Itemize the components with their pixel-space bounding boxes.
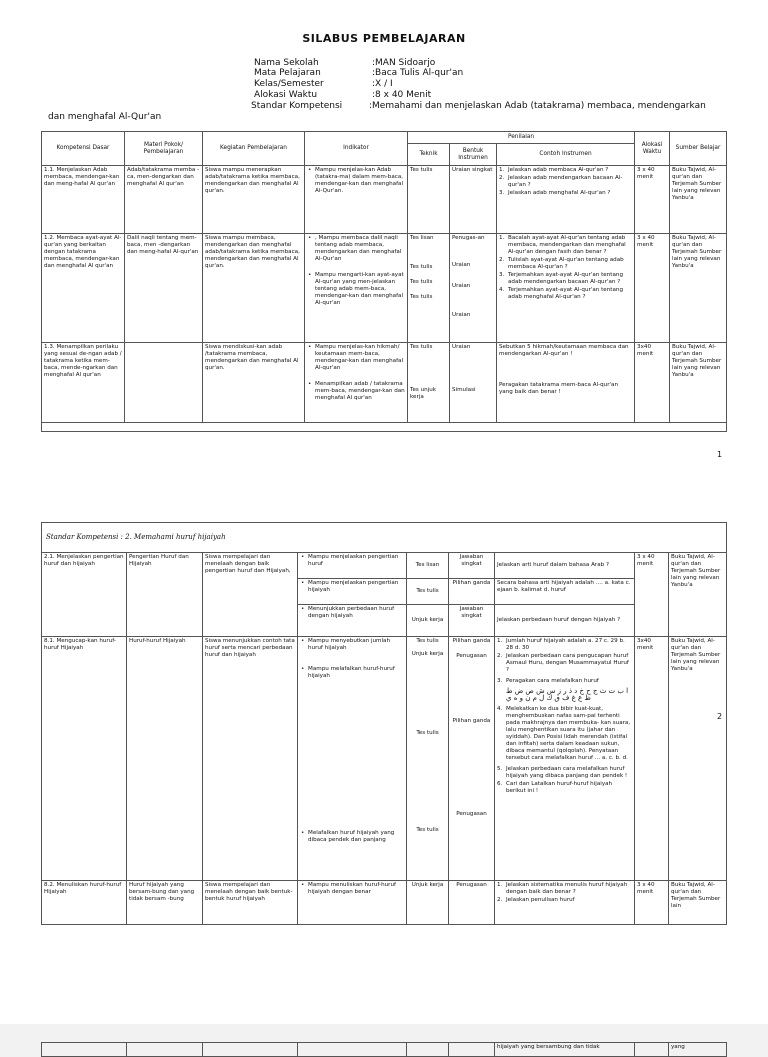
sumber-cell: Buku Tajwid, Al-qur'an dan Terjemah Sumber lain yang relevan Yanbu'a — [669, 637, 727, 881]
bentuk-item: Uraian — [452, 283, 471, 289]
contoh-item: Jelaskan adab menghafal Al-qur'an ? — [508, 190, 611, 196]
page-number: 2 — [717, 712, 723, 721]
indikator-item: • Mampu melafalkan huruf-huruf hijaiyah — [308, 666, 404, 680]
kegiatan-cell: Siswa mampu membaca, mendengarkan dan menghafal adab/tatakrama ketika membaca, mendengarkan dan menghafal Al qur'an. — [203, 234, 305, 343]
bentuk-cell — [449, 1043, 495, 1057]
sumber-cell: yang — [669, 1043, 727, 1057]
kd-cell: 1.1. Menjelaskan Adab membaca, mendengar-kan dan meng-hafal Al qur'an — [42, 166, 125, 234]
materi-cell: Pengertian Huruf dan Hijaiyah — [127, 553, 203, 637]
kegiatan-cell: Siswa mendiskusi-kan adab /tatakrama membaca, mendengarkan dan menghafal Al qur'an. — [203, 343, 305, 423]
meta-value: Baca Tulis Al-qur'an — [375, 68, 464, 78]
contoh-cell: Jelaskan perbedaan huruf dengan hijaiyah ? — [495, 605, 635, 637]
teknik-item: Tes tulis — [410, 279, 433, 285]
contoh-cell: Jelaskan arti huruf dalam bahasa Arab ? — [495, 553, 635, 579]
meta-value: 8 x 40 Menit — [375, 90, 432, 100]
contoh-cell — [495, 881, 635, 925]
indikator-cell — [305, 343, 408, 423]
contoh-item: Sebutkan 5 hikmah/keutamaan membaca dan mendengarkan Al-qur'an ! — [499, 344, 629, 357]
header-contoh-instrumen: Contoh Instrumen — [497, 144, 635, 166]
teknik-item: Tes tulis — [410, 167, 433, 173]
contoh-item: Cari dan Latalkan huruf-huruf hijaiyah berikut ini ! — [506, 781, 613, 794]
teknik-item: Unjuk kerja — [411, 651, 444, 657]
materi-cell: Huruf hijaiyah yang bersam-bung dan yang tidak bersam -bung — [127, 881, 203, 925]
arabic-letters: ا ب ت ث ج ح خ د ذ ر ز س ش ص ض ط ظ ع غ ف ق ك ل م ن و ه ي — [506, 687, 629, 702]
sumber-cell: Buku Tajwid, Al-qur'an dan Terjemah Sumber lain — [669, 881, 727, 925]
indikator-cell — [298, 605, 407, 637]
indikator-item: • Melafalkan huruf hijaiyah yang dibaca pendek dan panjang — [308, 830, 404, 844]
sumber-cell: Buku Tajwid, Al-qur'an dan Terjemah Sumber lain yang relevan Yanbu'a — [669, 553, 727, 637]
teknik-item: Tes tulis — [410, 294, 433, 300]
bentuk-item: Penugas-an — [452, 235, 485, 241]
alokasi-cell: 3 x 40 menit — [635, 166, 670, 234]
materi-cell — [127, 1043, 203, 1057]
bentuk-cell — [449, 881, 495, 925]
bentuk-item: Uraian singkat — [452, 167, 493, 173]
bentuk-item: Uraian — [452, 262, 471, 268]
contoh-item: Peragakan tatakrama mem-baca Al-qur'an yang baik dan benar ! — [499, 382, 619, 395]
meta-label: Nama Sekolah — [254, 58, 319, 68]
contoh-item: Jumlah huruf hijaiyah adalah a. 27 c. 29 b. 28 d. 30 — [506, 638, 625, 651]
bentuk-cell — [450, 234, 497, 343]
meta-value: X / I — [375, 79, 393, 89]
indikator-item: • Mampu menjelaskan pengertian huruf — [308, 554, 404, 568]
contoh-cell — [497, 234, 635, 343]
materi-cell — [125, 343, 203, 423]
kd-cell: 8.2. Menuliskan huruf-huruf Hijaiyah — [42, 881, 127, 925]
indikator-item: • Mampu menjelas-kan hikmah/ keutamaan mem-baca, mendengar-kan dan menghafal Al-qur'an — [315, 344, 405, 372]
indikator-item: • Menampilkan adab / tatakrama mem-baca, mendengar-kan dan menghafal Al qur'an — [315, 381, 405, 402]
teknik-cell: Tes lisan — [407, 553, 449, 579]
contoh-item: Jelaskan penulisan huruf — [506, 897, 575, 903]
bentuk-item: Uraian — [452, 312, 471, 318]
bentuk-cell — [450, 166, 497, 234]
table-row — [42, 343, 727, 423]
syllabus-table-1 — [41, 131, 727, 432]
sumber-cell: Buku Tajwid, Al-qur'an dan Terjemah Sumber lain yang relevan Yanbu'a — [670, 234, 727, 343]
page-gap — [0, 478, 768, 500]
teknik-cell: Unjuk kerja — [407, 605, 449, 637]
indikator-item: • Mampu menuliskan huruf-huruf hijaiyah dengan benar — [308, 882, 404, 896]
meta-label: Alokasi Waktu — [254, 90, 318, 100]
teknik-item: Tes tulis — [410, 264, 433, 270]
header-bentuk-instrumen: Bentuk Instrumen — [450, 144, 497, 166]
table-row — [42, 1043, 727, 1057]
page-2 — [0, 500, 768, 1050]
bentuk-item: Simulasi — [452, 387, 476, 393]
teknik-item: Tes lisan — [410, 235, 434, 241]
indikator-cell — [298, 881, 407, 925]
contoh-item: Jelaskan perbedaan cara pengucapan huruf Asmaul Huru, dengan Musammayatul Huruf ? — [506, 653, 629, 673]
meta-label: Mata Pelajaran — [254, 68, 321, 78]
meta-label: Kelas/Semester — [254, 79, 324, 89]
indikator-cell — [298, 553, 407, 579]
bentuk-cell: Jawaban singkat — [449, 605, 495, 637]
indikator-cell — [298, 1043, 407, 1057]
indikator-cell — [305, 166, 408, 234]
syllabus-table-3-fragment — [41, 1042, 727, 1057]
header-penilaian: Penilaian — [408, 132, 635, 144]
bentuk-item: Penugasan — [456, 653, 487, 659]
page-1 — [0, 0, 768, 478]
teknik-item: Tes tulis — [416, 730, 439, 736]
contoh-item: Terjemahkan ayat-ayat Al-qur'an tentang adab mendengarkan bacaan Al-qur'an ? — [508, 272, 624, 285]
teknik-cell — [407, 637, 449, 881]
bentuk-cell — [449, 637, 495, 881]
bentuk-item: Pilihan ganda — [452, 718, 491, 724]
kegiatan-cell — [203, 1043, 298, 1057]
header-kompetensi-dasar: Kompetensi Dasar — [42, 132, 125, 166]
meta-alokasi-waktu — [254, 90, 431, 101]
teknik-cell — [407, 881, 449, 925]
empty-cell — [42, 423, 727, 432]
bentuk-cell: Jawaban singkat — [449, 553, 495, 579]
table-row — [42, 234, 727, 343]
contoh-item: Jelaskan perbedaan cara melafalkan huruf hijaiyah yang dibaca panjang dan pendek ! — [506, 766, 628, 779]
meta-label: Standar Kompetensi — [251, 101, 343, 111]
header-indikator: Indikator — [305, 132, 408, 166]
table-row — [42, 166, 727, 234]
teknik-item: Tes tulis — [416, 638, 439, 644]
contoh-cell: Secara bahasa arti hijaiyah adalah .... a. kata c. ejaan b. kalimat d. huruf — [495, 579, 635, 605]
document-title: SILABUS PEMBELAJARAN — [302, 32, 466, 45]
indikator-cell — [298, 637, 407, 881]
header-sumber-belajar: Sumber Belajar — [670, 132, 727, 166]
kegiatan-cell: Siswa mempelajari dan menelaah dengan baik bentuk-bentuk huruf hijaiyah — [203, 881, 298, 925]
syllabus-table-2 — [41, 522, 727, 925]
teknik-cell — [408, 166, 450, 234]
teknik-item: Unjuk kerja — [411, 882, 444, 888]
teknik-item: Tes unjuk kerja — [410, 387, 437, 400]
materi-cell: Adab/tatakrama memba -ca, men-dengarkan dan menghafal Al qur'an — [125, 166, 203, 234]
kd-cell: 8.1. Mengucap-kan huruf-huruf Hijaiyah — [42, 637, 127, 881]
indikator-item: • Mampu menjelaskan pengertian hijaiyah — [308, 580, 404, 594]
indikator-cell — [298, 579, 407, 605]
sumber-cell: Buku Tajwid, Al-qur'an dan Terjemah Sumber lain yang relevan Yanbu'a — [670, 343, 727, 423]
kd-cell — [42, 1043, 127, 1057]
teknik-item: Tes tulis — [416, 827, 439, 833]
meta-value: Memahami dan menjelaskan Adab (tatakrama) membaca, mendengarkan — [372, 101, 706, 111]
contoh-item: Tulislah ayat-ayat Al-qur'an tentang adab membaca Al-qur'an ? — [508, 257, 624, 270]
bentuk-cell: Pilihan ganda — [449, 579, 495, 605]
bentuk-item: Penugasan — [456, 882, 487, 888]
meta-value: MAN Sidoarjo — [375, 58, 436, 68]
contoh-cell — [497, 166, 635, 234]
meta-sep: : — [372, 79, 376, 89]
materi-cell: Huruf-huruf Hijaiyah — [127, 637, 203, 881]
meta-sep: : — [372, 58, 376, 68]
table-row-empty — [42, 423, 727, 432]
indikator-item: • Mampu menyebutkan jumlah huruf hijaiyah — [308, 638, 404, 652]
alokasi-cell: 3x40 menit — [635, 637, 669, 881]
meta-standar-kompetensi — [251, 101, 706, 112]
alokasi-cell — [635, 1043, 669, 1057]
page-number: 1 — [717, 450, 723, 459]
contoh-item — [506, 678, 632, 702]
alokasi-cell: 3 x 40 menit — [635, 553, 669, 637]
header-materi-pokok: Materi Pokok/ Pembelajaran — [125, 132, 203, 166]
bentuk-item: Pilihan ganda — [452, 638, 491, 644]
bentuk-item: Uraian — [452, 344, 471, 350]
header-kegiatan: Kegiatan Pembelajaran — [203, 132, 305, 166]
table-row — [42, 637, 727, 881]
kd-cell: 2.1. Menjelaskan pengertian huruf dan hijaiyah — [42, 553, 127, 637]
bentuk-item: Penugasan — [456, 811, 487, 817]
meta-sep: : — [372, 90, 376, 100]
kegiatan-cell: Siswa menunjukkan contoh tata huruf serta mencari perbedaan huruf dan hijaiyah — [203, 637, 298, 881]
indikator-item: • Mampu menjelas-kan Adab (tatakra-ma) dalam mem-baca, mendengar-kan dan menghafal Al-Qur'an. — [315, 167, 405, 195]
indikator-item: • Menunjukkan perbedaan huruf dengan hijaiyah — [308, 606, 404, 620]
alokasi-cell: 3 x 40 menit — [635, 234, 670, 343]
alokasi-cell: 3x40 menit — [635, 343, 670, 423]
kd-cell: 1.2. Membaca ayat-ayat Al-qur'an yang berkaitan dengan tatakrama membaca, mendengar-kan dan menghafal Al qur'an — [42, 234, 125, 343]
meta-sep: : — [369, 101, 373, 111]
contoh-cell: hijaiyah yang bersambung dan tidak — [495, 1043, 635, 1057]
teknik-cell — [407, 1043, 449, 1057]
kd-cell: 1.3. Menampilkan perilaku yang sesuai de-ngan adab / tatakrama ketika mem-baca, mende-ngarkan dan menghafal Al qur'an — [42, 343, 125, 423]
teknik-cell — [408, 234, 450, 343]
meta-sep: : — [372, 68, 376, 78]
meta-mata-pelajaran — [254, 68, 463, 79]
meta-sk-continuation: dan menghafal Al-Qur'an — [48, 112, 162, 122]
contoh-item: Bacalah ayat-ayat Al-qur'an tentang adab membaca, mendengarkan dan menghafal Al-qur'an dengan fasih dan benar ? — [508, 235, 626, 255]
indikator-item: • Mampu mengarti-kan ayat-ayat Al-qur'an yang men-jelaskan tentang adab mem-baca, mendengar-kan dan menghafal Al-qur'an — [315, 272, 405, 307]
teknik-item: Tes tulis — [410, 344, 433, 350]
indikator-cell — [305, 234, 408, 343]
standar-kompetensi-2 — [42, 523, 727, 553]
contoh-item: Terjemahkan ayat-ayat Al-qur'an tentang adab menghafal Al-qur'an ? — [508, 287, 624, 300]
meta-kelas-semester — [254, 79, 393, 90]
contoh-cell — [495, 637, 635, 881]
contoh-item: Jelaskan sistematika menulis huruf hijaiyah dengan baik dan benar ? — [506, 882, 628, 895]
header-teknik: Teknik — [408, 144, 450, 166]
contoh-item-text: Peragakan cara melafalkan huruf — [506, 678, 599, 684]
materi-cell: Dalil naqli tentang mem-baca, men -dengarkan dan meng-hafal Al-qur'an — [125, 234, 203, 343]
contoh-item: Jelaskan adab membaca Al-qur'an ? — [508, 167, 609, 173]
standar-kompetensi-2-text: Standar Kompetensi : 2. Memahami huruf hijaiyah — [46, 532, 226, 541]
contoh-item: Jelaskan adab mendengarkan bacaan Al-qur'an ? — [508, 175, 623, 188]
teknik-cell: Tes tulis — [407, 579, 449, 605]
kegiatan-cell: Siswa mampu menerapkan adab/tatakrama ketika membaca, mendengarkan dan menghafal Al qur'an. — [203, 166, 305, 234]
indikator-item: • , Mampu membaca dalil naqli tentang adab membaca, mendengarkan dan menghafal Al-Qur'an — [315, 235, 405, 263]
teknik-cell — [408, 343, 450, 423]
contoh-cell — [497, 343, 635, 423]
kegiatan-cell: Siswa mempelajari dan menelaah dengan baik pengertian huruf dan Hijaiyah, — [203, 553, 298, 637]
alokasi-cell: 3 x 40 menit — [635, 881, 669, 925]
table-row — [42, 881, 727, 925]
sumber-cell: Buku Tajwid, Al-qur'an dan Terjemah Sumber lain yang relevan Yanbu'a — [670, 166, 727, 234]
contoh-item: Melekatkan ke dua bibir kuat-kuat, menghembuskan nafas sam-pai terhenti pada makhrajnya dan membuka- kan suara, lalu menghentikan suara itu (jahar dan syiddah). Dan Posisi lidah merendah (istifal dan infitah) serta dalam keadaan sukun, dibaca memantul (qolqolah). Penyataan tersebut cara melafalkan huruf ... a. c. b. d. — [506, 706, 631, 761]
bentuk-cell — [450, 343, 497, 423]
header-alokasi-waktu: Alokasi Waktu — [635, 132, 670, 166]
table-row — [42, 553, 727, 579]
